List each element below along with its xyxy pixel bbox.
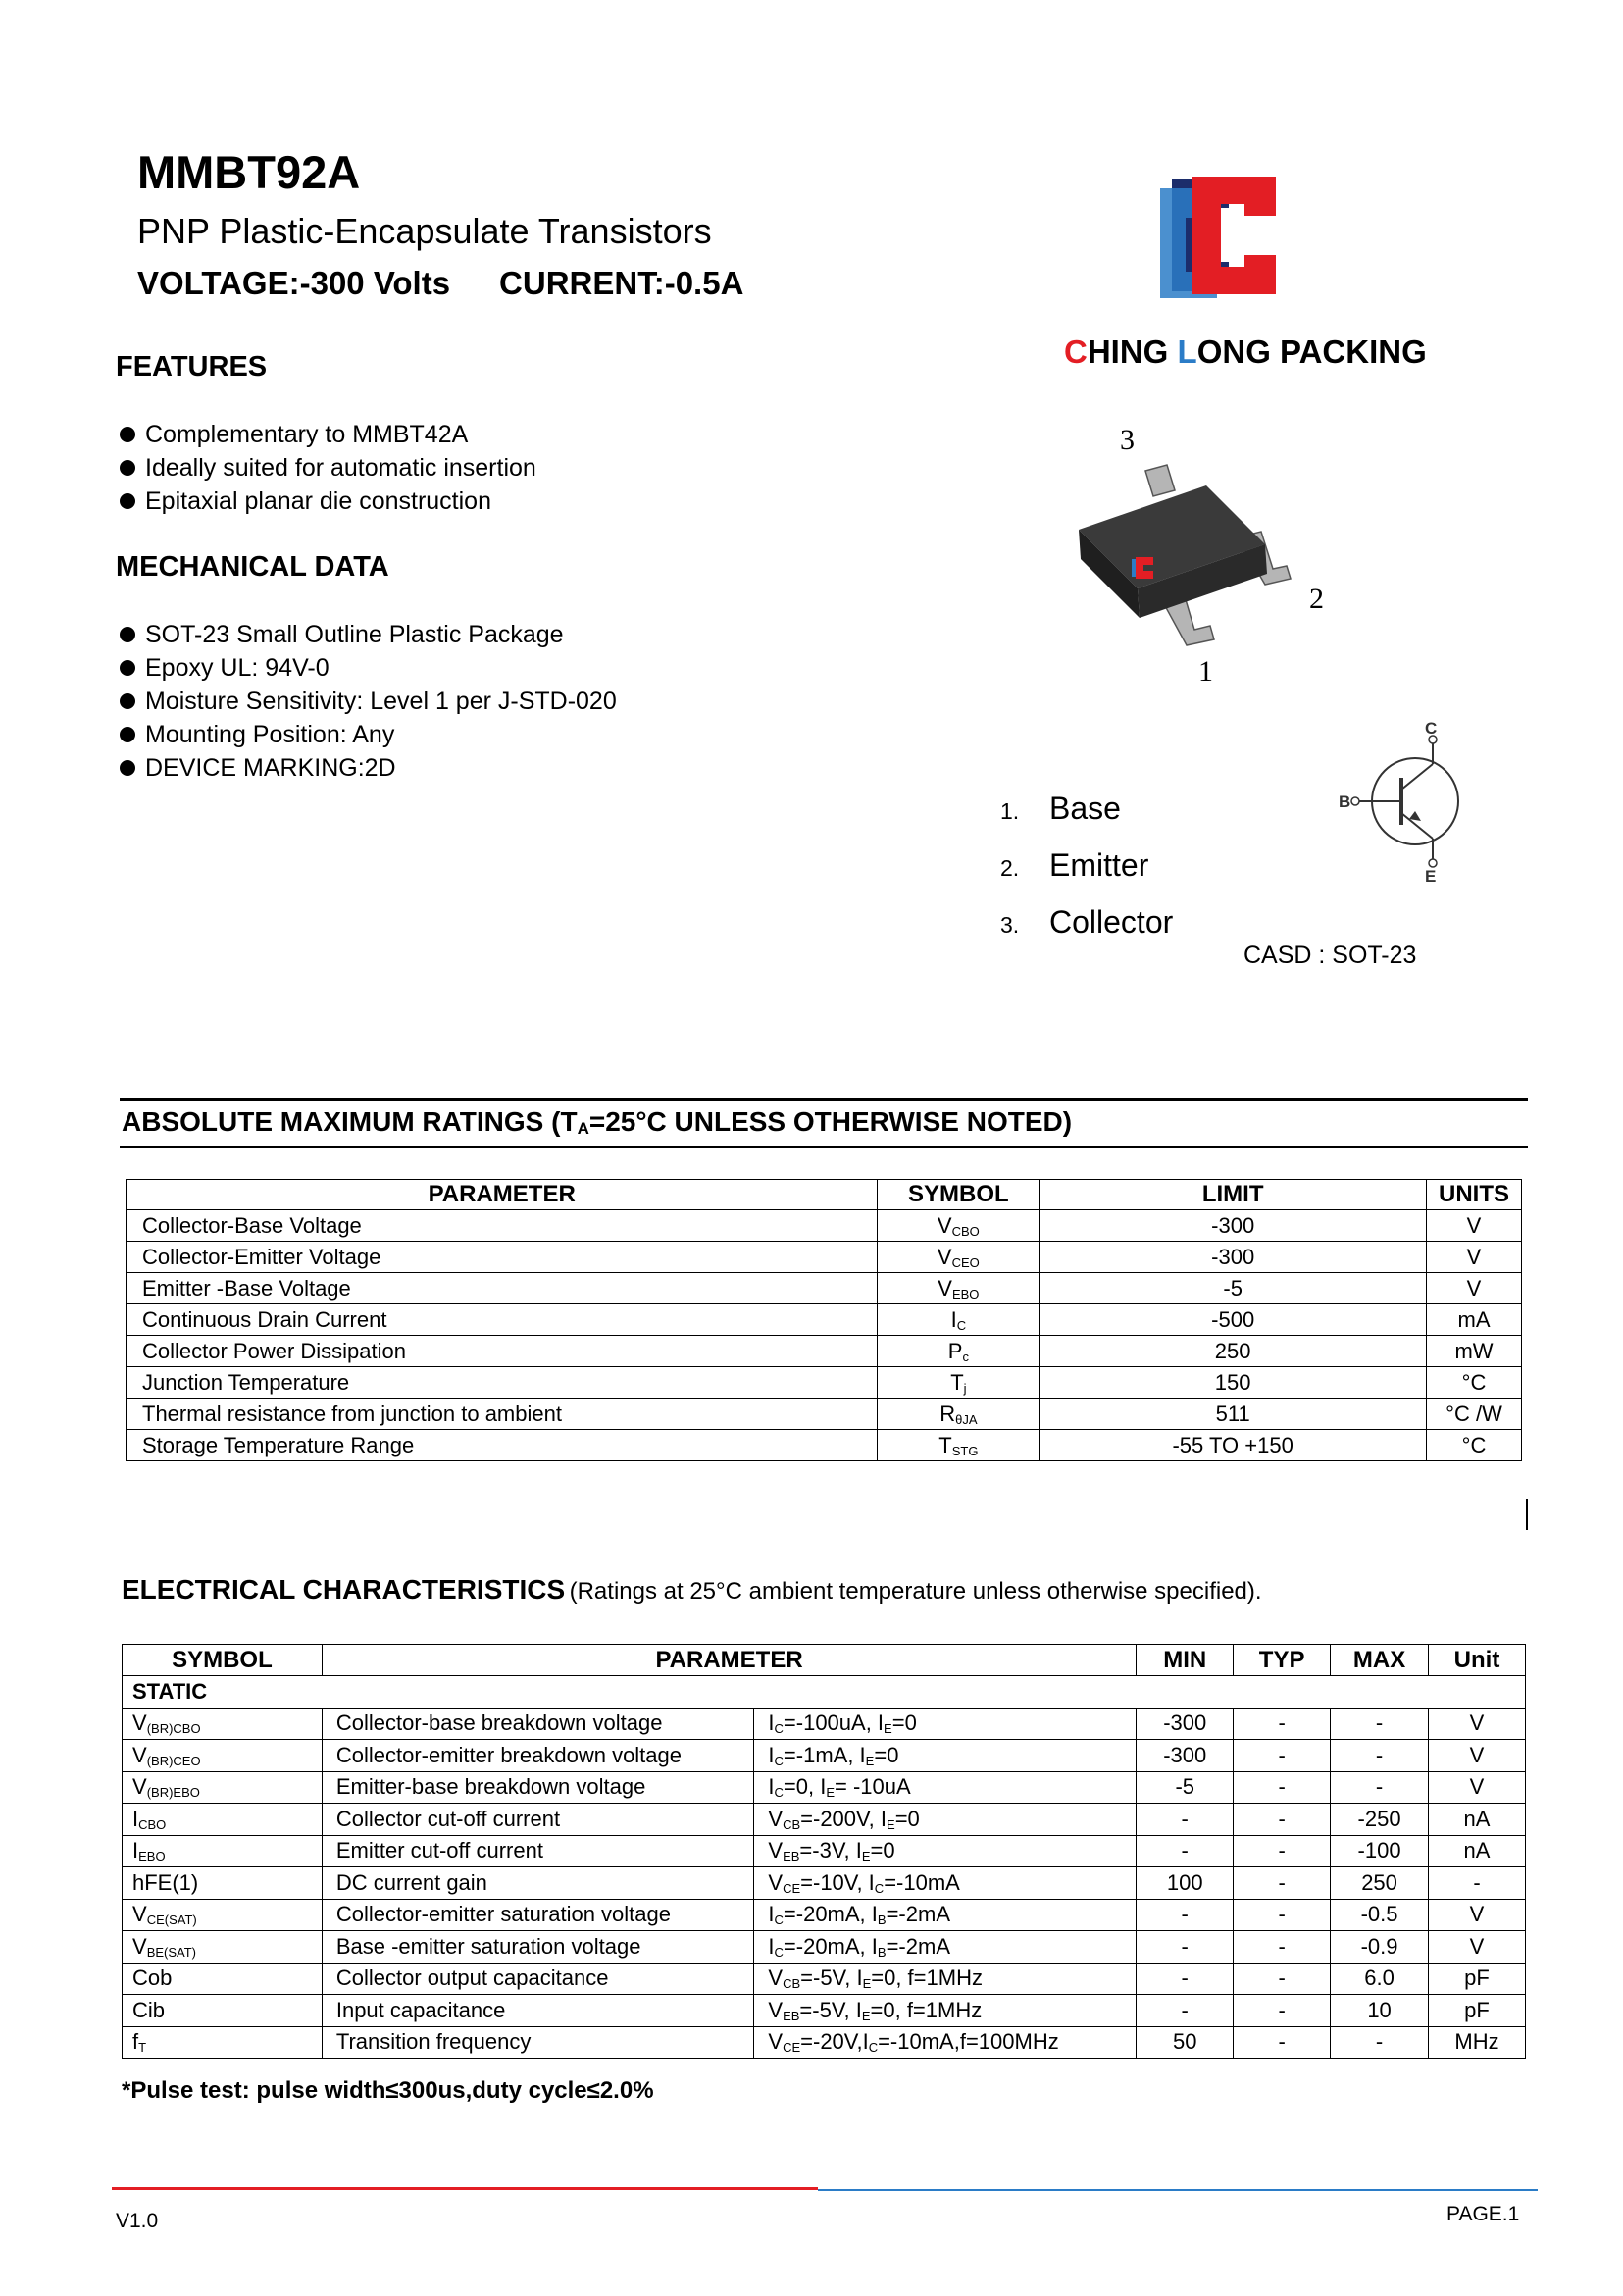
- ec-max: 6.0: [1331, 1963, 1429, 1995]
- ec-condition: $I_C=0$, $I_E= -10uA$: [754, 1771, 1137, 1804]
- ec-max: -: [1331, 1771, 1429, 1804]
- ec-typ: -: [1234, 1931, 1331, 1964]
- bullet-icon: [120, 727, 135, 742]
- amr-limit: -500: [1040, 1304, 1427, 1336]
- amr-header-units: UNITS: [1427, 1180, 1522, 1210]
- ec-parameter: Collector-emitter breakdown voltage: [322, 1740, 754, 1772]
- ec-row: [123, 1740, 1526, 1772]
- amr-unit: mW: [1427, 1336, 1522, 1367]
- ec-typ: -: [1234, 1899, 1331, 1931]
- amr-top-rule: [120, 1098, 1528, 1101]
- ec-min: -: [1137, 1963, 1234, 1995]
- ec-header-unit: Unit: [1429, 1645, 1526, 1676]
- amr-symbol: $T_j$: [878, 1367, 1040, 1399]
- ec-min: -: [1137, 1835, 1234, 1867]
- amr-limit: 150: [1040, 1367, 1427, 1399]
- ec-row: [123, 1708, 1526, 1740]
- ec-header-symbol: SYMBOL: [123, 1645, 323, 1676]
- amr-unit: V: [1427, 1273, 1522, 1304]
- ec-unit: V: [1429, 1899, 1526, 1931]
- ec-condition: $I_C=-20mA$, $I_B=-2mA$: [754, 1899, 1137, 1931]
- amr-row: [127, 1399, 1522, 1430]
- amr-limit: -5: [1040, 1273, 1427, 1304]
- ec-unit: nA: [1429, 1804, 1526, 1836]
- ec-parameter: Collector output capacitance: [322, 1963, 754, 1995]
- amr-bottom-rule: [120, 1146, 1528, 1148]
- ec-unit: V: [1429, 1771, 1526, 1804]
- ec-unit: MHz: [1429, 2026, 1526, 2059]
- ec-typ: -: [1234, 1740, 1331, 1772]
- pulse-test-note: *Pulse test: pulse width≤300us,duty cycle≤2.0%: [122, 2077, 654, 2104]
- ec-table: [122, 1644, 1526, 2059]
- ec-condition: $I_C=-20mA$, $I_B=-2mA$: [754, 1931, 1137, 1964]
- ec-typ: -: [1234, 1771, 1331, 1804]
- voltage-rating: VOLTAGE:-300 Volts: [137, 265, 451, 301]
- ec-typ: -: [1234, 1708, 1331, 1740]
- amr-unit: V: [1427, 1210, 1522, 1242]
- ec-condition: $V_{EB}=-3V$, $I_E=0$: [754, 1835, 1137, 1867]
- ec-condition: $V_{EB}=-5V$, $I_E=0$, f=1MHz: [754, 1995, 1137, 2027]
- features-list: [118, 418, 536, 518]
- amr-symbol: $P_c$: [878, 1336, 1040, 1367]
- ec-title-note: (Ratings at 25°C ambient temperature unless otherwise specified).: [569, 1578, 1262, 1605]
- ec-static-label: STATIC: [123, 1676, 1526, 1709]
- amr-symbol: $V_{CBO}$: [878, 1210, 1040, 1242]
- ec-unit: V: [1429, 1708, 1526, 1740]
- symbol-c-label: C: [1425, 721, 1438, 738]
- amr-row: [127, 1242, 1522, 1273]
- ec-condition: $V_{CB}=-200V$, $I_E=0$: [754, 1804, 1137, 1836]
- amr-parameter: Emitter -Base Voltage: [127, 1273, 878, 1304]
- footer-version: V1.0: [116, 2210, 159, 2232]
- ec-row: [123, 1963, 1526, 1995]
- ec-parameter: Base -emitter saturation voltage: [322, 1931, 754, 1964]
- current-rating: CURRENT:-0.5A: [499, 265, 744, 301]
- mechanical-item: Mounting Position: Any: [118, 718, 617, 751]
- mechanical-list: [118, 618, 617, 785]
- amr-symbol: $R_{\theta JA}$: [878, 1399, 1040, 1430]
- ec-max: -: [1331, 1740, 1429, 1772]
- feature-item: Complementary to MMBT42A: [118, 418, 536, 451]
- amr-limit: -300: [1040, 1242, 1427, 1273]
- amr-row: [127, 1430, 1522, 1461]
- ec-max: -0.9: [1331, 1931, 1429, 1964]
- amr-unit: °C /W: [1427, 1399, 1522, 1430]
- amr-table: [126, 1179, 1522, 1461]
- ec-parameter: Collector cut-off current: [322, 1804, 754, 1836]
- amr-row: [127, 1336, 1522, 1367]
- amr-limit: -300: [1040, 1210, 1427, 1242]
- ec-unit: -: [1429, 1867, 1526, 1900]
- amr-unit: °C: [1427, 1367, 1522, 1399]
- ec-min: -: [1137, 1804, 1234, 1836]
- ec-typ: -: [1234, 1804, 1331, 1836]
- ec-symbol: $V_{BE(SAT)}$: [123, 1931, 323, 1964]
- bullet-icon: [120, 493, 135, 509]
- ec-symbol: $I_{CBO}$: [123, 1804, 323, 1836]
- amr-symbol: $I_C$: [878, 1304, 1040, 1336]
- ec-unit: nA: [1429, 1835, 1526, 1867]
- ec-typ: -: [1234, 2026, 1331, 2059]
- ec-max: -250: [1331, 1804, 1429, 1836]
- amr-row: [127, 1273, 1522, 1304]
- amr-row: [127, 1304, 1522, 1336]
- pnp-transistor-symbol: [1339, 721, 1486, 883]
- amr-parameter: Collector Power Dissipation: [127, 1336, 878, 1367]
- amr-row: [127, 1210, 1522, 1242]
- mechanical-item: Moisture Sensitivity: Level 1 per J-STD-020: [118, 685, 617, 718]
- ec-condition: $I_C=-100uA$, $I_E=0$: [754, 1708, 1137, 1740]
- ec-condition: $V_{CE}=-20V,I_C=-10mA,f=100MHz$: [754, 2026, 1137, 2059]
- feature-item: Ideally suited for automatic insertion: [118, 451, 536, 485]
- ec-condition: $I_C=-1mA$, $I_E=0$: [754, 1740, 1137, 1772]
- ec-typ: -: [1234, 1867, 1331, 1900]
- pin-list: [1000, 780, 1173, 950]
- ec-header-parameter: PARAMETER: [322, 1645, 1136, 1676]
- ec-symbol: $V_{(BR)CBO}$: [123, 1708, 323, 1740]
- ec-symbol: Cib: [123, 1995, 323, 2027]
- ec-max: -: [1331, 1708, 1429, 1740]
- case-label: CASD : SOT-23: [1243, 942, 1417, 969]
- ec-symbol: hFE(1): [123, 1867, 323, 1900]
- ec-parameter: Input capacitance: [322, 1995, 754, 2027]
- bullet-icon: [120, 693, 135, 709]
- symbol-b-label: B: [1339, 792, 1351, 811]
- bullet-icon: [120, 627, 135, 642]
- ec-row: [123, 1771, 1526, 1804]
- pin2-label: 2: [1309, 583, 1324, 615]
- ec-symbol: Cob: [123, 1963, 323, 1995]
- amr-parameter: Collector-Base Voltage: [127, 1210, 878, 1242]
- ec-min: -300: [1137, 1740, 1234, 1772]
- mechanical-title: MECHANICAL DATA: [116, 551, 389, 583]
- amr-symbol: $V_{CEO}$: [878, 1242, 1040, 1273]
- bullet-icon: [120, 427, 135, 442]
- footer-rule-red: [112, 2187, 818, 2190]
- ec-min: -: [1137, 1931, 1234, 1964]
- ec-symbol: $V_{(BR)EBO}$: [123, 1771, 323, 1804]
- feature-item: Epitaxial planar die construction: [118, 485, 536, 518]
- amr-symbol: $T_{STG}$: [878, 1430, 1040, 1461]
- ec-title: ELECTRICAL CHARACTERISTICS: [122, 1574, 566, 1605]
- amr-unit: mA: [1427, 1304, 1522, 1336]
- mechanical-item: Epoxy UL: 94V-0: [118, 651, 617, 685]
- ec-parameter: Emitter-base breakdown voltage: [322, 1771, 754, 1804]
- amr-title: ABSOLUTE MAXIMUM RATINGS ($T_A=25^\circ C$ UNLESS OTHERWISE NOTED): [122, 1106, 1073, 1138]
- amr-header-parameter: PARAMETER: [127, 1180, 878, 1210]
- amr-header-symbol: SYMBOL: [878, 1180, 1040, 1210]
- amr-limit: -55 TO +150: [1040, 1430, 1427, 1461]
- ec-min: 50: [1137, 2026, 1234, 2059]
- ec-min: 100: [1137, 1867, 1234, 1900]
- brand-name: CHING LONG PACKING: [1064, 333, 1427, 370]
- amr-parameter: Continuous Drain Current: [127, 1304, 878, 1336]
- ec-row: [123, 1995, 1526, 2027]
- ec-max: -: [1331, 2026, 1429, 2059]
- ec-symbol: $V_{CE(SAT)}$: [123, 1899, 323, 1931]
- ec-row: [123, 1867, 1526, 1900]
- ratings-line: [137, 265, 743, 302]
- ec-row: [123, 1931, 1526, 1964]
- ec-symbol: $V_{(BR)CEO}$: [123, 1740, 323, 1772]
- pin-item-collector: 3. Collector: [1000, 904, 1174, 940]
- ec-row: [123, 1899, 1526, 1931]
- footer-page: PAGE.1: [1446, 2203, 1520, 2225]
- ec-unit: pF: [1429, 1995, 1526, 2027]
- mechanical-item: SOT-23 Small Outline Plastic Package: [118, 618, 617, 651]
- amr-parameter: Junction Temperature: [127, 1367, 878, 1399]
- ec-condition: $V_{CB}=-5V$, $I_E=0$, f=1MHz: [754, 1963, 1137, 1995]
- amr-limit: 250: [1040, 1336, 1427, 1367]
- bullet-icon: [120, 460, 135, 476]
- footer-rule-blue: [818, 2189, 1538, 2191]
- ec-row: [123, 2026, 1526, 2059]
- ec-row: [123, 1804, 1526, 1836]
- bullet-icon: [120, 760, 135, 776]
- ec-min: -: [1137, 1899, 1234, 1931]
- ec-parameter: Collector-base breakdown voltage: [322, 1708, 754, 1740]
- ec-parameter: Emitter cut-off current: [322, 1835, 754, 1867]
- sot23-package-drawing: [1059, 422, 1353, 696]
- pin-item-emitter: 2. Emitter: [1000, 847, 1149, 883]
- ec-unit: V: [1429, 1931, 1526, 1964]
- ec-row: [123, 1835, 1526, 1867]
- amr-unit: °C: [1427, 1430, 1522, 1461]
- part-number: MMBT92A: [137, 146, 361, 198]
- ec-unit: V: [1429, 1740, 1526, 1772]
- ec-max: 250: [1331, 1867, 1429, 1900]
- amr-row: [127, 1367, 1522, 1399]
- symbol-e-label: E: [1425, 867, 1437, 883]
- ec-parameter: Transition frequency: [322, 2026, 754, 2059]
- amr-limit: 511: [1040, 1399, 1427, 1430]
- ec-parameter: DC current gain: [322, 1867, 754, 1900]
- ec-max: -100: [1331, 1835, 1429, 1867]
- ec-min: -5: [1137, 1771, 1234, 1804]
- pin1-label: 1: [1198, 655, 1213, 688]
- margin-mark: [1526, 1499, 1528, 1530]
- amr-symbol: $V_{EBO}$: [878, 1273, 1040, 1304]
- amr-header-limit: LIMIT: [1040, 1180, 1427, 1210]
- amr-parameter: Collector-Emitter Voltage: [127, 1242, 878, 1273]
- ec-condition: $V_{CE}=-10V$, $I_C=-10mA$: [754, 1867, 1137, 1900]
- ec-typ: -: [1234, 1835, 1331, 1867]
- ec-max: -0.5: [1331, 1899, 1429, 1931]
- ec-header-max: MAX: [1331, 1645, 1429, 1676]
- company-logo: [1152, 169, 1282, 301]
- bullet-icon: [120, 660, 135, 676]
- ec-max: 10: [1331, 1995, 1429, 2027]
- amr-parameter: Thermal resistance from junction to ambient: [127, 1399, 878, 1430]
- ec-min: -: [1137, 1995, 1234, 2027]
- ec-header-typ: TYP: [1234, 1645, 1331, 1676]
- ec-unit: pF: [1429, 1963, 1526, 1995]
- ec-title-line: [122, 1574, 1262, 1606]
- ec-symbol: $I_{EBO}$: [123, 1835, 323, 1867]
- pin3-label: 3: [1120, 424, 1135, 456]
- ec-header-min: MIN: [1137, 1645, 1234, 1676]
- subtitle: PNP Plastic-Encapsulate Transistors: [137, 211, 712, 251]
- ec-parameter: Collector-emitter saturation voltage: [322, 1899, 754, 1931]
- ec-typ: -: [1234, 1995, 1331, 2027]
- mechanical-item: DEVICE MARKING:2D: [118, 751, 617, 785]
- amr-parameter: Storage Temperature Range: [127, 1430, 878, 1461]
- ec-min: -300: [1137, 1708, 1234, 1740]
- features-title: FEATURES: [116, 351, 268, 383]
- pin-item-base: 1. Base: [1000, 791, 1121, 826]
- ec-symbol: $f_T$: [123, 2026, 323, 2059]
- amr-unit: V: [1427, 1242, 1522, 1273]
- ec-typ: -: [1234, 1963, 1331, 1995]
